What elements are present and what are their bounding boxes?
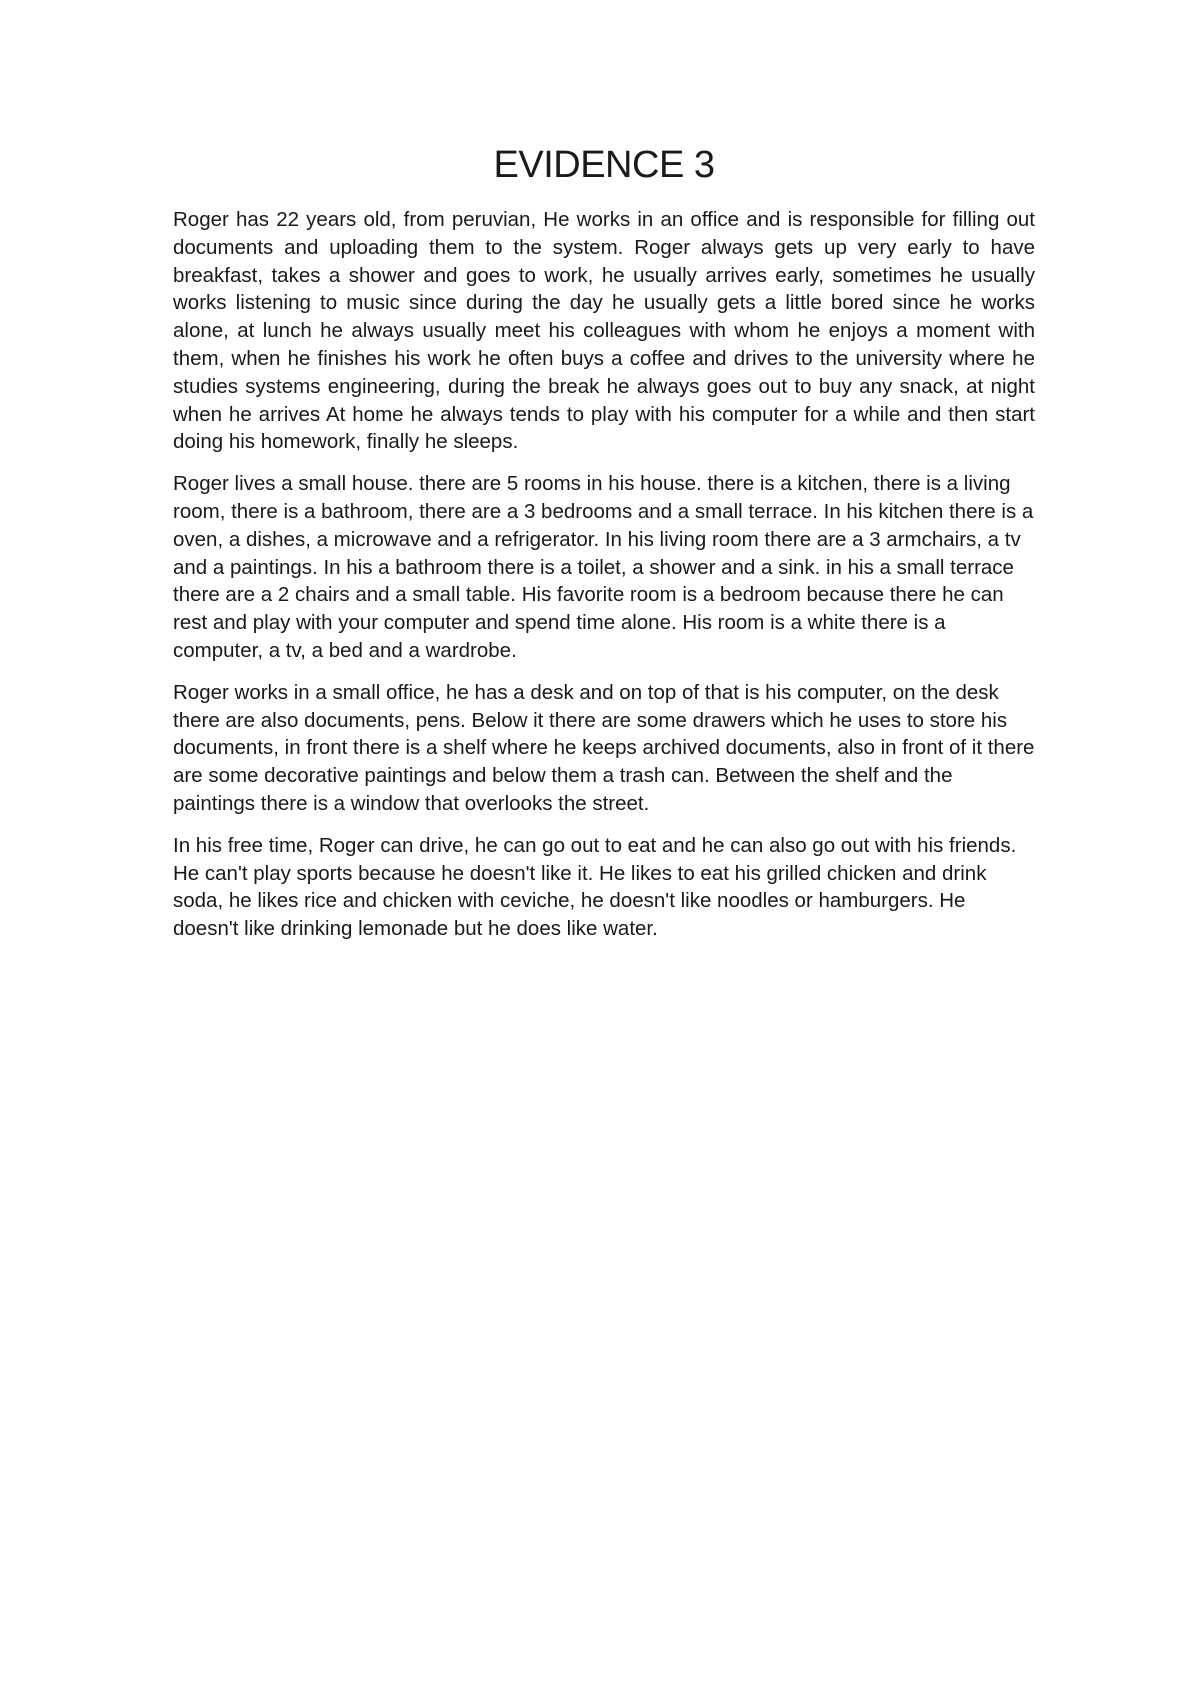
paragraph-office: Roger works in a small office, he has a desk and on top of that is his computer, on the desk there are also documents, pens. Below it there are some drawers which he uses to store his documents, in front there is a shelf where he keeps archived documents, also in front of it there are some decorative paintings and below them a trash can. Between the shelf and the paintings there is a window that overlooks the street.: [173, 680, 1035, 815]
paragraph-daily-routine: Roger has 22 years old, from peruvian, He works in an office and is responsible for filling out documents and uploading them to the system. Roger always gets up very early to have breakfast, takes a shower and goes to work, he usually arrives early, sometimes he usually works listening to music since during the day he usually gets a little bored since he works alone, at lunch he always usually meet his colleagues with whom he enjoys a moment with them, when he finishes his work he often buys a coffee and drives to the university where he studies systems engineering, during the break he always goes out to buy any snack, at night when he arrives At home he always tends to play with his computer for a while and then start doing his homework, finally he sleeps.: [173, 208, 1035, 454]
document-body: [173, 140, 1035, 957]
paragraph-free-time: In his free time, Roger can drive, he can go out to eat and he can also go out with his friends. He can't play sports because he doesn't like it. He likes to eat his grilled chicken and drink soda, he likes rice and chicken with ceviche, he doesn't like noodles or hamburgers. He doesn't like drinking lemonade but he does like water.: [173, 833, 1017, 941]
document-title: EVIDENCE 3: [493, 144, 715, 186]
paragraph-house: Roger lives a small house. there are 5 rooms in his house. there is a kitchen, there is a living room, there is a bathroom, there are a 3 bedrooms and a small terrace. In his kitchen there is a oven, a dishes, a microwave and a refrigerator. In his living room there are a 3 armchairs, a tv and a paintings. In his a bathroom there is a toilet, a shower and a sink. in his a small terrace there are a 2 chairs and a small table. His favorite room is a bedroom because there he can rest and play with your computer and spend time alone. His room is a white there is a computer, a tv, a bed and a wardrobe.: [173, 472, 1034, 662]
